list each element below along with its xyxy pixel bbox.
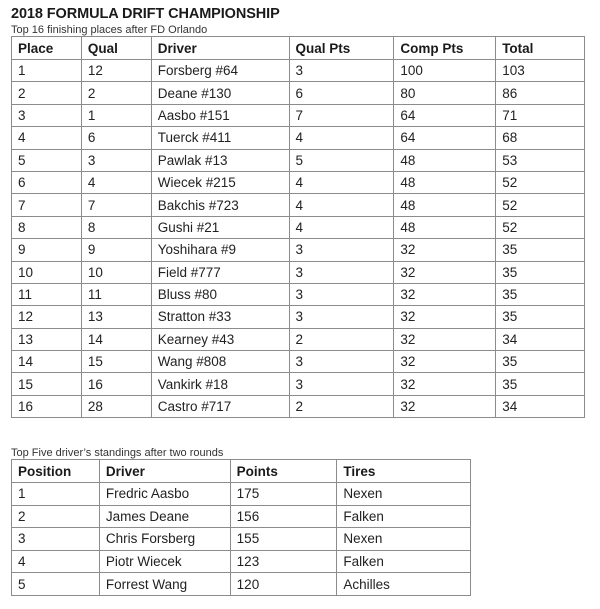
- total-cell: 35: [496, 239, 585, 261]
- driver-cell: Aasbo #151: [151, 104, 289, 126]
- driver-cell: Vankirk #18: [151, 373, 289, 395]
- points-cell: 155: [230, 528, 337, 551]
- total-cell: 52: [496, 194, 585, 216]
- table-row: [12, 573, 471, 596]
- qual-cell: 28: [81, 395, 151, 417]
- points-cell: 123: [230, 550, 337, 573]
- place-cell: 11: [12, 283, 82, 305]
- place-cell: 8: [12, 216, 82, 238]
- qual-pts-cell: 4: [289, 171, 394, 193]
- total-cell: 35: [496, 283, 585, 305]
- qual-cell: 16: [81, 373, 151, 395]
- qual-pts-cell: 4: [289, 216, 394, 238]
- table-header-row: [12, 37, 585, 60]
- qual-cell: 15: [81, 351, 151, 373]
- comp-pts-cell: 32: [394, 306, 496, 328]
- header-tires: Tires: [337, 460, 471, 483]
- comp-pts-cell: 32: [394, 373, 496, 395]
- comp-pts-cell: 32: [394, 261, 496, 283]
- position-cell: 2: [12, 505, 100, 528]
- qual-pts-cell: 2: [289, 395, 394, 417]
- qual-pts-cell: 3: [289, 351, 394, 373]
- table-row: [12, 127, 585, 149]
- total-cell: 35: [496, 261, 585, 283]
- driver-cell: Fredric Aasbo: [99, 483, 230, 506]
- driver-cell: Tuerck #411: [151, 127, 289, 149]
- qual-cell: 1: [81, 104, 151, 126]
- qual-pts-cell: 3: [289, 283, 394, 305]
- qual-cell: 10: [81, 261, 151, 283]
- table-row: [12, 306, 585, 328]
- comp-pts-cell: 48: [394, 216, 496, 238]
- driver-cell: Wiecek #215: [151, 171, 289, 193]
- table-row: [12, 505, 471, 528]
- table-row: [12, 373, 585, 395]
- total-cell: 86: [496, 82, 585, 104]
- tires-cell: Achilles: [337, 573, 471, 596]
- comp-pts-cell: 48: [394, 194, 496, 216]
- driver-cell: Stratton #33: [151, 306, 289, 328]
- comp-pts-cell: 32: [394, 328, 496, 350]
- table-row: [12, 194, 585, 216]
- place-cell: 13: [12, 328, 82, 350]
- driver-cell: Bluss #80: [151, 283, 289, 305]
- points-cell: 120: [230, 573, 337, 596]
- position-cell: 4: [12, 550, 100, 573]
- qual-pts-cell: 3: [289, 239, 394, 261]
- table-row: [12, 261, 585, 283]
- qual-pts-cell: 7: [289, 104, 394, 126]
- qual-cell: 8: [81, 216, 151, 238]
- header-comp-pts: Comp Pts: [394, 37, 496, 60]
- total-cell: 52: [496, 171, 585, 193]
- place-cell: 15: [12, 373, 82, 395]
- tires-cell: Falken: [337, 550, 471, 573]
- position-cell: 1: [12, 483, 100, 506]
- header-points: Points: [230, 460, 337, 483]
- driver-cell: Piotr Wiecek: [99, 550, 230, 573]
- header-position: Position: [12, 460, 100, 483]
- qual-pts-cell: 3: [289, 373, 394, 395]
- qual-cell: 9: [81, 239, 151, 261]
- driver-cell: Deane #130: [151, 82, 289, 104]
- comp-pts-cell: 80: [394, 82, 496, 104]
- table-row: [12, 216, 585, 238]
- qual-pts-cell: 3: [289, 306, 394, 328]
- table-row: [12, 528, 471, 551]
- tires-cell: Falken: [337, 505, 471, 528]
- comp-pts-cell: 64: [394, 104, 496, 126]
- table-header-row: [12, 460, 471, 483]
- header-qual: Qual: [81, 37, 151, 60]
- place-cell: 12: [12, 306, 82, 328]
- place-cell: 6: [12, 171, 82, 193]
- qual-cell: 13: [81, 306, 151, 328]
- table-row: [12, 104, 585, 126]
- comp-pts-cell: 32: [394, 283, 496, 305]
- table-row: [12, 171, 585, 193]
- driver-cell: Wang #808: [151, 351, 289, 373]
- points-cell: 156: [230, 505, 337, 528]
- qual-pts-cell: 5: [289, 149, 394, 171]
- driver-cell: Chris Forsberg: [99, 528, 230, 551]
- tires-cell: Nexen: [337, 528, 471, 551]
- table-row: [12, 395, 585, 417]
- driver-cell: Gushi #21: [151, 216, 289, 238]
- header-driver: Driver: [99, 460, 230, 483]
- header-driver: Driver: [151, 37, 289, 60]
- qual-cell: 11: [81, 283, 151, 305]
- qual-cell: 3: [81, 149, 151, 171]
- qual-cell: 7: [81, 194, 151, 216]
- comp-pts-cell: 32: [394, 395, 496, 417]
- driver-cell: Yoshihara #9: [151, 239, 289, 261]
- place-cell: 5: [12, 149, 82, 171]
- qual-cell: 12: [81, 60, 151, 82]
- driver-cell: Bakchis #723: [151, 194, 289, 216]
- total-cell: 71: [496, 104, 585, 126]
- header-qual-pts: Qual Pts: [289, 37, 394, 60]
- qual-pts-cell: 2: [289, 328, 394, 350]
- place-cell: 2: [12, 82, 82, 104]
- total-cell: 35: [496, 351, 585, 373]
- table-row: [12, 550, 471, 573]
- total-cell: 35: [496, 373, 585, 395]
- total-cell: 68: [496, 127, 585, 149]
- table1-caption: Top 16 finishing places after FD Orlando: [11, 24, 208, 36]
- place-cell: 14: [12, 351, 82, 373]
- comp-pts-cell: 32: [394, 351, 496, 373]
- header-place: Place: [12, 37, 82, 60]
- driver-cell: Forrest Wang: [99, 573, 230, 596]
- place-cell: 7: [12, 194, 82, 216]
- driver-standings-table: [11, 459, 471, 596]
- qual-pts-cell: 3: [289, 60, 394, 82]
- total-cell: 35: [496, 306, 585, 328]
- place-cell: 16: [12, 395, 82, 417]
- place-cell: 4: [12, 127, 82, 149]
- qual-pts-cell: 3: [289, 261, 394, 283]
- comp-pts-cell: 32: [394, 239, 496, 261]
- driver-cell: Field #777: [151, 261, 289, 283]
- table-row: [12, 60, 585, 82]
- total-cell: 53: [496, 149, 585, 171]
- table-row: [12, 82, 585, 104]
- table2-caption: Top Five driver’s standings after two rounds: [11, 447, 224, 459]
- place-cell: 1: [12, 60, 82, 82]
- table-row: [12, 149, 585, 171]
- table-row: [12, 328, 585, 350]
- qual-cell: 4: [81, 171, 151, 193]
- comp-pts-cell: 48: [394, 149, 496, 171]
- table-row: [12, 351, 585, 373]
- table-row: [12, 239, 585, 261]
- driver-cell: Kearney #43: [151, 328, 289, 350]
- qual-cell: 2: [81, 82, 151, 104]
- header-total: Total: [496, 37, 585, 60]
- place-cell: 10: [12, 261, 82, 283]
- points-cell: 175: [230, 483, 337, 506]
- qual-pts-cell: 4: [289, 194, 394, 216]
- total-cell: 34: [496, 395, 585, 417]
- page-title: 2018 FORMULA DRIFT CHAMPIONSHIP: [11, 6, 280, 22]
- total-cell: 103: [496, 60, 585, 82]
- table-row: [12, 283, 585, 305]
- driver-cell: Forsberg #64: [151, 60, 289, 82]
- tires-cell: Nexen: [337, 483, 471, 506]
- qual-cell: 6: [81, 127, 151, 149]
- qual-pts-cell: 6: [289, 82, 394, 104]
- finishing-places-table: [11, 36, 585, 418]
- qual-cell: 14: [81, 328, 151, 350]
- position-cell: 5: [12, 573, 100, 596]
- table-row: [12, 483, 471, 506]
- total-cell: 52: [496, 216, 585, 238]
- comp-pts-cell: 48: [394, 171, 496, 193]
- driver-cell: James Deane: [99, 505, 230, 528]
- driver-cell: Pawlak #13: [151, 149, 289, 171]
- driver-cell: Castro #717: [151, 395, 289, 417]
- comp-pts-cell: 64: [394, 127, 496, 149]
- qual-pts-cell: 4: [289, 127, 394, 149]
- position-cell: 3: [12, 528, 100, 551]
- comp-pts-cell: 100: [394, 60, 496, 82]
- total-cell: 34: [496, 328, 585, 350]
- place-cell: 3: [12, 104, 82, 126]
- place-cell: 9: [12, 239, 82, 261]
